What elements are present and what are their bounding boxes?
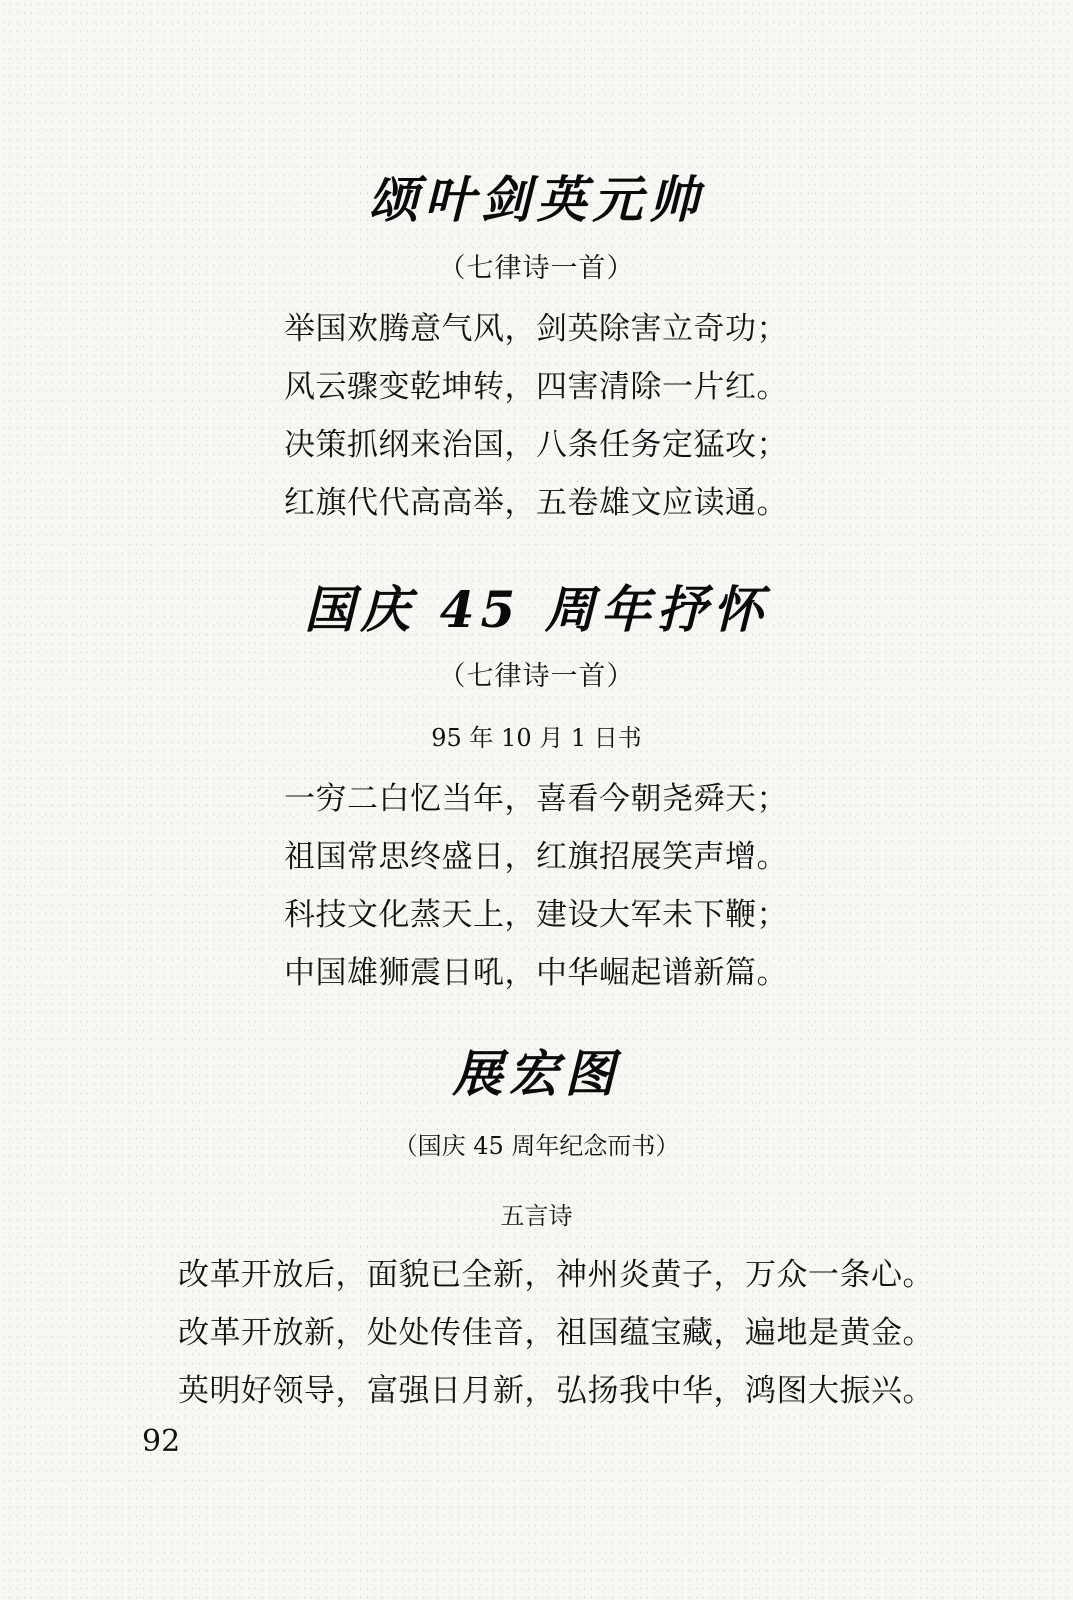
poem-1-subtitle: （七律诗一首） (438, 253, 635, 284)
poem-3-line: 英明好领导，富强日月新，弘扬我中华，鸿图大振兴。 (178, 1373, 934, 1409)
poem-2-line: 科技文化蒸天上，建设大军未下鞭； (284, 897, 788, 933)
poem-3-body (178, 1246, 934, 1420)
poem-1-line: 红旗代代高高举，五卷雄文应读通。 (284, 485, 788, 521)
poem-1-line: 决策抓纲来治国，八条任务定猛攻； (284, 427, 788, 463)
poem-1-body (284, 300, 804, 532)
poem-2-subtitle: （七律诗一首） (438, 661, 635, 692)
poem-2-line: 一穷二白忆当年，喜看今朝尧舜天； (284, 781, 788, 817)
page-number: 92 (142, 1424, 181, 1459)
poem-2-line: 中国雄狮震日吼，中华崛起谱新篇。 (284, 955, 788, 991)
poem-3-line: 改革开放后，面貌已全新，神州炎黄子，万众一条心。 (178, 1257, 934, 1293)
poem-3-title: 展宏图 (452, 1044, 621, 1103)
poem-1-line: 举国欢腾意气风，剑英除害立奇功； (284, 311, 788, 347)
poem-1-line: 风云骤变乾坤转，四害清除一片红。 (284, 369, 788, 405)
poem-3-subtitle: （国庆 45 周年纪念而书） (393, 1132, 680, 1160)
poem-2-line: 祖国常思终盛日，红旗招展笑声增。 (284, 839, 788, 875)
poem-3-line: 改革开放新，处处传佳音，祖国蕴宝藏，遍地是黄金。 (178, 1315, 934, 1351)
poem-2-body (284, 770, 804, 1002)
poem-2-title: 国庆 45 周年抒怀 (304, 580, 769, 639)
poem-2-date: 95 年 10 月 1 日书 (431, 724, 642, 752)
poem-3-form: 五言诗 (500, 1202, 573, 1230)
poem-1-title: 颂叶剑英元帅 (368, 170, 705, 229)
